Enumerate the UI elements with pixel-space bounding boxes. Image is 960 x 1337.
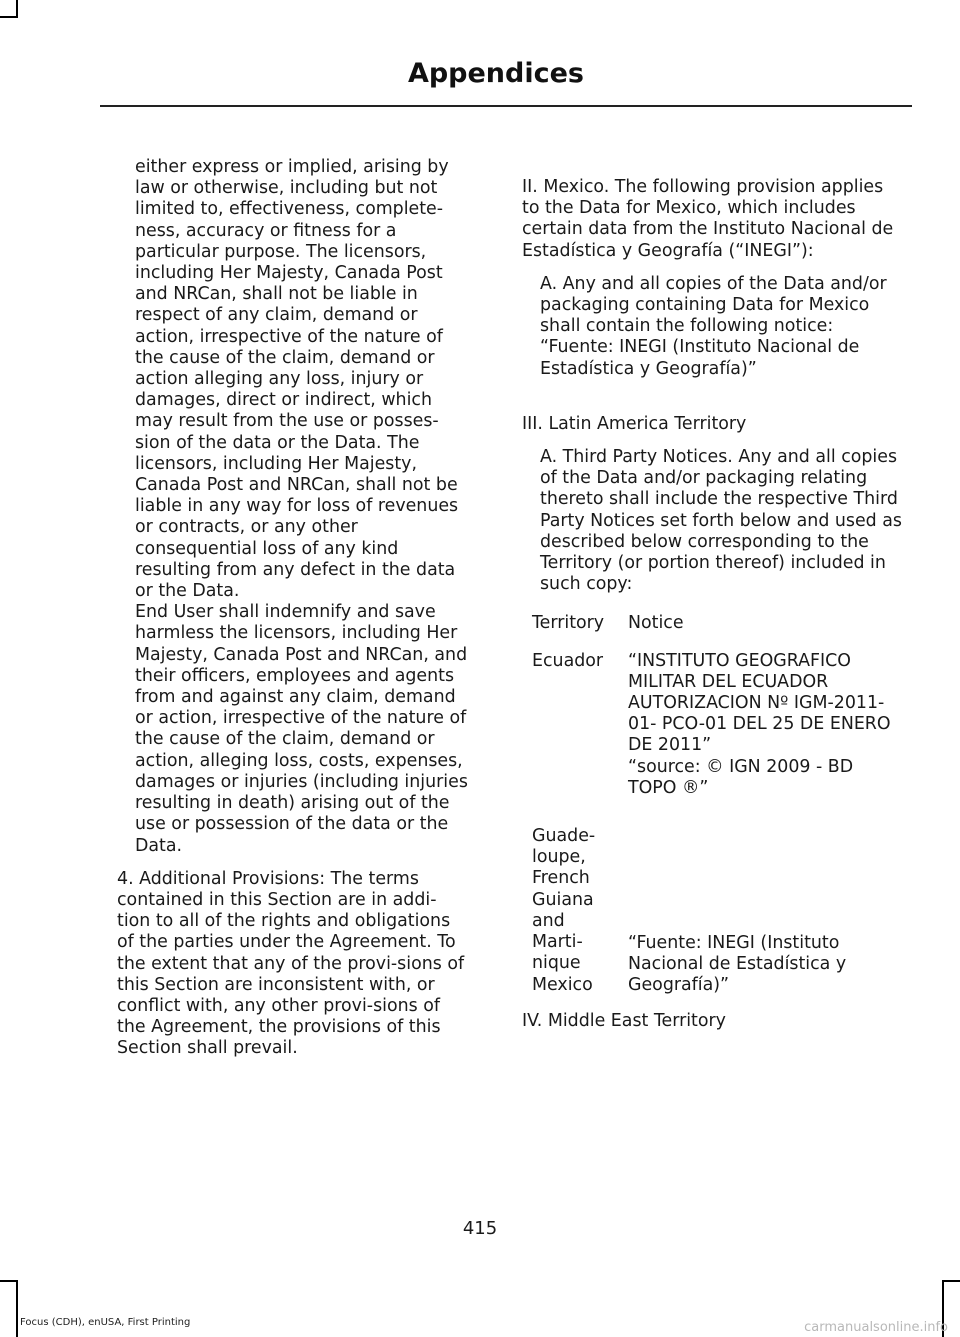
notice-text: “source: © IGN 2009 - BD TOPO ®” — [628, 756, 854, 798]
territory-cell: Guade-loupe, French Guiana and Marti-nique — [532, 826, 596, 974]
notice-text: “INSTITUTO GEOGRAFICO MILITAR DEL ECUADOR AUTORIZACION Nº IGM-2011-01- PCO-01 DEL 25 DE ENERO DE 2011” — [628, 650, 891, 756]
table-header-row — [532, 613, 902, 634]
table-header-territory: Territory — [532, 613, 605, 634]
crop-mark — [942, 1280, 960, 1282]
crop-mark — [16, 1280, 18, 1337]
mexico-heading: II. Mexico. The following provision applies to the Data for Mexico, which includes certain data from the Instituto Nacional de Estadística y Geografía (“INEGI”): — [522, 177, 894, 261]
notice-cell — [628, 651, 898, 799]
notice-cell: “Fuente: INEGI (Instituto Nacional de Estadística y Geografía)” — [628, 932, 847, 995]
right-column — [522, 177, 902, 1032]
header-divider — [100, 105, 912, 107]
table-header-notice: Notice — [628, 613, 684, 634]
mexico-item-a: A. Any and all copies of the Data and/or packaging containing Data for Mexico shall contain the following notice: “Fuente: INEGI (Instituto Nacional de Estadística y Geografía)” — [540, 273, 887, 379]
crop-mark — [0, 16, 18, 18]
middle-east-heading: IV. Middle East Territory — [522, 1011, 726, 1032]
latam-item-a: A. Third Party Notices. Any and all copies of the Data and/or packaging relating thereto shall include the respective Third Party Notices set forth below and used as described below corresponding to the Territory (or portion thereof) included in such copy: — [540, 447, 902, 595]
notice-table — [532, 613, 902, 996]
table-row — [532, 651, 902, 799]
latam-heading: III. Latin America Territory — [522, 413, 747, 434]
page-title: Appendices — [407, 58, 584, 89]
licensor-disclaimer-paragraph: either express or implied, arising by law or otherwise, including but not limited to, effectiveness, complete-ness, accuracy or fitness for a particular purpose. The licensors, including Her Majesty, Canada Post and NRCan, shall not be liable in respect of any claim, demand or action, irrespective of the nature of the cause of the claim, demand or action alleging any loss, injury or damages, direct or indirect, which may result from the use or posses-sion of the data or the Data. The licensors, including Her Majesty, Canada Post and NRCan, shall not be liable in any way for loss of revenues or contracts, or any other consequential loss of any kind resulting from any defect in the data or the Data. — [135, 157, 459, 602]
indemnify-paragraph: End User shall indemnify and save harmless the licensors, including Her Majesty, Canada Post and NRCan, and their officers, employees and agents from and against any claim, demand or action, irrespective of the nature of the cause of the claim, demand or action, alleging loss, costs, expenses, damages or injuries (including injuries resulting in death) arising out of the use or possession of the data or the Data. — [135, 602, 468, 856]
territory-cell: Ecuador — [532, 650, 604, 671]
additional-provisions-paragraph: 4. Additional Provisions: The terms contained in this Section are in addi-tion to all of the rights and obligations of the parties under the Agreement. To the extent that any of the provi-sions of this Section are inconsistent with, or conflict with, any other provi-sions of the Agreement, the provisions of this Section shall prevail. — [117, 868, 465, 1059]
crop-mark — [0, 1280, 18, 1282]
footer-text: Focus (CDH), enUSA, First Printing — [20, 1317, 191, 1328]
table-row — [532, 933, 902, 997]
left-column — [117, 157, 469, 1060]
watermark: carmanualsonline.info — [804, 1320, 948, 1335]
territory-cell: Mexico — [532, 974, 593, 995]
page-number: 415 — [462, 1218, 498, 1239]
